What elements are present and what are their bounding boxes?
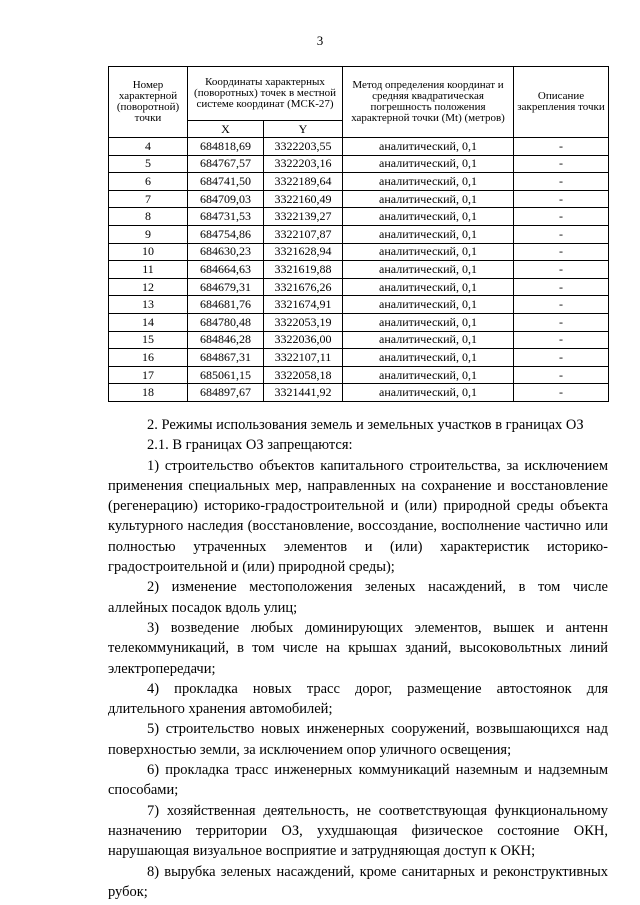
cell-point-number: 11 <box>109 261 188 279</box>
paragraph: 7) хозяйственная деятельность, не соответствующая функциональному назначению территории ОЗ, ухудшающая физическое состояние ОКН, нарушающая визуальное восприятие и затрудняющая доступ к ОКН; <box>108 802 608 860</box>
cell-x: 684780,48 <box>188 313 264 331</box>
cell-y: 3321674,91 <box>264 296 343 314</box>
table-row <box>109 173 609 191</box>
table-row <box>109 243 609 261</box>
cell-description: - <box>514 331 609 349</box>
cell-x: 684709,03 <box>188 190 264 208</box>
table-row <box>109 366 609 384</box>
cell-point-number: 4 <box>109 138 188 156</box>
table-row <box>109 296 609 314</box>
paragraph: 2. Режимы использования земель и земельных участков в границах ОЗ <box>147 417 584 433</box>
table-row <box>109 331 609 349</box>
paragraph: 3) возведение любых доминирующих элементов, вышек и антенн телекоммуникаций, в том числе на крышах зданий, высоковольтных линий электропередачи; <box>108 619 608 677</box>
table-row <box>109 155 609 173</box>
cell-method: аналитический, 0,1 <box>343 331 514 349</box>
table-row <box>109 349 609 367</box>
cell-point-number: 8 <box>109 208 188 226</box>
paragraph: 6) прокладка трасс инженерных коммуникаций наземным и надземным способами; <box>108 762 608 799</box>
cell-point-number: 14 <box>109 313 188 331</box>
cell-x: 684754,86 <box>188 225 264 243</box>
cell-y: 3322189,64 <box>264 173 343 191</box>
cell-x: 685061,15 <box>188 366 264 384</box>
cell-point-number: 12 <box>109 278 188 296</box>
cell-point-number: 18 <box>109 384 188 402</box>
coordinates-table <box>108 66 609 402</box>
cell-method: аналитический, 0,1 <box>343 349 514 367</box>
cell-point-number: 6 <box>109 173 188 191</box>
cell-method: аналитический, 0,1 <box>343 296 514 314</box>
cell-point-number: 16 <box>109 349 188 367</box>
cell-x: 684664,63 <box>188 261 264 279</box>
cell-point-number: 17 <box>109 366 188 384</box>
cell-x: 684897,67 <box>188 384 264 402</box>
regime-text <box>108 415 608 902</box>
cell-point-number: 7 <box>109 190 188 208</box>
cell-description: - <box>514 366 609 384</box>
cell-method: аналитический, 0,1 <box>343 138 514 156</box>
cell-description: - <box>514 138 609 156</box>
cell-y: 3321619,88 <box>264 261 343 279</box>
header-coordinates: Координаты характерных (поворотных) точек в местной системе координат (МСК-27) <box>188 67 343 121</box>
cell-y: 3322160,49 <box>264 190 343 208</box>
cell-method: аналитический, 0,1 <box>343 155 514 173</box>
cell-y: 3322139,27 <box>264 208 343 226</box>
cell-method: аналитический, 0,1 <box>343 261 514 279</box>
table-row <box>109 208 609 226</box>
cell-x: 684731,53 <box>188 208 264 226</box>
cell-x: 684767,57 <box>188 155 264 173</box>
cell-description: - <box>514 349 609 367</box>
cell-x: 684679,31 <box>188 278 264 296</box>
header-y: Y <box>264 121 343 138</box>
cell-description: - <box>514 225 609 243</box>
cell-x: 684846,28 <box>188 331 264 349</box>
cell-method: аналитический, 0,1 <box>343 278 514 296</box>
cell-description: - <box>514 155 609 173</box>
cell-description: - <box>514 261 609 279</box>
cell-method: аналитический, 0,1 <box>343 243 514 261</box>
cell-description: - <box>514 384 609 402</box>
paragraph: 1) строительство объектов капитального строительства, за исключением применения специальных мер, направленных на сохранение и восстановление (регенерацию) историко-градостроительной и (или) природной среды объекта культурного наследия (восстановление, воссоздание, восполнение частично или полностью утраченных элементов и (или) характеристик историко-градостроительной и (или) природной среды); <box>108 457 608 576</box>
cell-x: 684867,31 <box>188 349 264 367</box>
table-row <box>109 138 609 156</box>
paragraph: 2) изменение местоположения зеленых насаждений, в том числе аллейных посадок вдоль улиц; <box>108 579 608 616</box>
table-row <box>109 313 609 331</box>
cell-x: 684741,50 <box>188 173 264 191</box>
cell-description: - <box>514 278 609 296</box>
cell-x: 684818,69 <box>188 138 264 156</box>
cell-method: аналитический, 0,1 <box>343 190 514 208</box>
paragraph: 4) прокладка новых трасс дорог, размещение автостоянок для длительного хранения автомобилей; <box>108 680 608 718</box>
cell-point-number: 10 <box>109 243 188 261</box>
cell-point-number: 9 <box>109 225 188 243</box>
cell-y: 3322203,16 <box>264 155 343 173</box>
cell-description: - <box>514 313 609 331</box>
cell-y: 3322107,11 <box>264 349 343 367</box>
cell-description: - <box>514 296 609 314</box>
cell-x: 684630,23 <box>188 243 264 261</box>
cell-y: 3322053,19 <box>264 313 343 331</box>
table-row <box>109 261 609 279</box>
header-method: Метод определения координат и средняя квадратическая погрешность положения характерной точки (Mt) (метров) <box>343 67 514 138</box>
header-x: X <box>188 121 264 138</box>
paragraph: 8) вырубка зеленых насаждений, кроме санитарных и реконструктивных рубок; <box>108 863 608 900</box>
header-description: Описание закрепления точки <box>514 67 609 138</box>
cell-point-number: 15 <box>109 331 188 349</box>
table-row <box>109 278 609 296</box>
page-number: 3 <box>316 33 324 48</box>
cell-method: аналитический, 0,1 <box>343 208 514 226</box>
table-row <box>109 384 609 402</box>
cell-y: 3321441,92 <box>264 384 343 402</box>
cell-x: 684681,76 <box>188 296 264 314</box>
cell-method: аналитический, 0,1 <box>343 384 514 402</box>
cell-y: 3322107,87 <box>264 225 343 243</box>
table-body <box>109 138 609 402</box>
cell-y: 3322203,55 <box>264 138 343 156</box>
cell-method: аналитический, 0,1 <box>343 225 514 243</box>
cell-y: 3322058,18 <box>264 366 343 384</box>
cell-description: - <box>514 243 609 261</box>
cell-point-number: 13 <box>109 296 188 314</box>
paragraph: 5) строительство новых инженерных сооружений, возвышающихся над поверхностью земли, за исключением опор уличного освещения; <box>108 721 608 758</box>
cell-method: аналитический, 0,1 <box>343 366 514 384</box>
cell-point-number: 5 <box>109 155 188 173</box>
cell-method: аналитический, 0,1 <box>343 173 514 191</box>
table-row <box>109 190 609 208</box>
cell-description: - <box>514 173 609 191</box>
cell-description: - <box>514 208 609 226</box>
table-row <box>109 225 609 243</box>
cell-method: аналитический, 0,1 <box>343 313 514 331</box>
cell-y: 3321676,26 <box>264 278 343 296</box>
cell-y: 3321628,94 <box>264 243 343 261</box>
cell-y: 3322036,00 <box>264 331 343 349</box>
paragraph: 2.1. В границах ОЗ запрещаются: <box>147 437 353 454</box>
cell-description: - <box>514 190 609 208</box>
header-point-number: Номер характерной (поворотной) точки <box>109 67 188 138</box>
